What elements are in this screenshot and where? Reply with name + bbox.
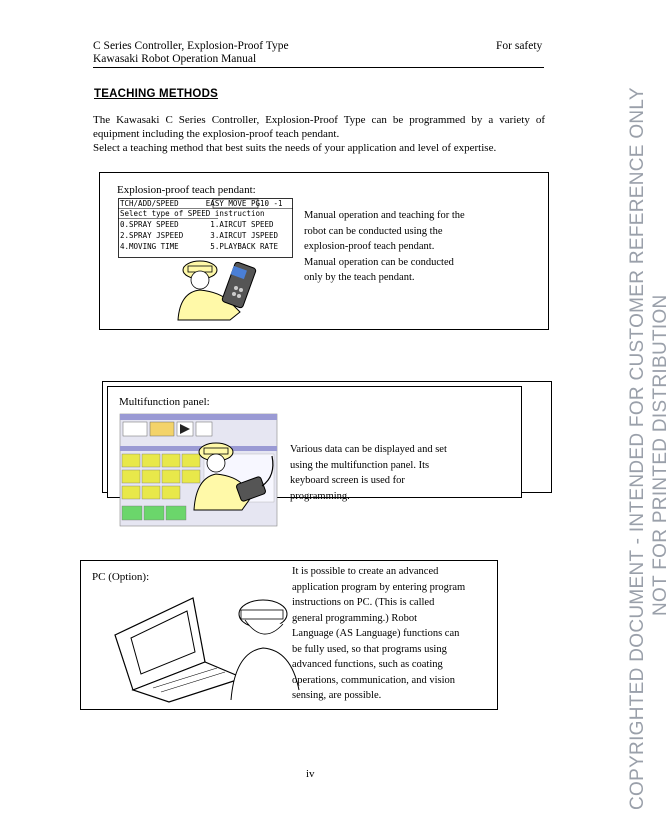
lcd-line-1: TCH/ADD/SPEED EASY MOVE PG10 -1 <box>120 199 283 208</box>
header-right: For safety <box>496 40 543 52</box>
multifunction-desc-line-3: keyboard screen is used for <box>290 475 405 486</box>
pc-user-illustration <box>113 590 303 702</box>
pc-desc-line-3: instructions on PC. (This is called <box>292 597 435 608</box>
header-title-line2: Kawasaki Robot Operation Manual <box>93 53 257 65</box>
multifunction-desc-line-4: programming. <box>290 490 350 502</box>
pendant-label: Explosion-proof teach pendant: <box>117 184 256 196</box>
pendant-desc-line-5: only by the teach pendant. <box>304 272 415 283</box>
copyright-watermark <box>626 87 671 810</box>
pc-desc-line-9: sensing, are possible. <box>292 690 382 701</box>
pc-desc-line-6: be fully used, so that programs using <box>292 643 447 655</box>
multifunction-label: Multifunction panel: <box>119 396 210 408</box>
lcd-line-2: Select type of SPEED instruction <box>120 209 265 218</box>
pendant-description <box>304 208 465 286</box>
pendant-desc-line-1: Manual operation and teaching for the <box>304 210 465 221</box>
intro-paragraph <box>93 113 545 155</box>
pc-desc-line-5: Language (AS Language) functions can <box>292 628 460 639</box>
intro-line-3: Select a teaching method that best suits the needs of your application and level of expertise. <box>93 142 497 154</box>
worker-with-panel-illustration <box>186 436 276 511</box>
multifunction-desc-line-1: Various data can be displayed and set <box>290 444 447 455</box>
lcd-line-3: 0.SPRAY SPEED 1.AIRCUT SPEED <box>120 220 274 229</box>
pendant-desc-line-3: explosion-proof teach pendant. <box>304 241 435 252</box>
pc-desc-line-4: general programming.) Robot <box>292 612 418 624</box>
pc-desc-line-1: It is possible to create an advanced <box>292 566 439 577</box>
section-title: TEACHING METHODS <box>94 88 218 100</box>
pc-description <box>292 564 465 704</box>
intro-line-2: equipment including the explosion-proof teach pendant. <box>93 128 340 140</box>
watermark-line-1: COPYRIGHTED DOCUMENT - INTENDED FOR CUSTOMER REFERENCE ONLY <box>627 87 648 810</box>
lcd-line-5: 4.MOVING TIME 5.PLAYBACK RATE <box>120 242 279 251</box>
header-rule <box>93 67 544 68</box>
multifunction-desc-line-2: using the multifunction panel. Its <box>290 459 430 471</box>
pc-desc-line-2: application program by entering program <box>292 581 466 593</box>
lcd-line-4: 2.SPRAY JSPEED 3.AIRCUT JSPEED <box>120 231 279 240</box>
multifunction-description <box>290 442 447 504</box>
pc-label: PC (Option): <box>92 571 150 583</box>
page-number: iv <box>306 768 315 780</box>
pc-desc-line-8: operations, communication, and vision <box>292 674 456 686</box>
watermark-line-2: NOT FOR PRINTED DISTRIBUTION <box>650 294 671 616</box>
pendant-desc-line-4: Manual operation can be conducted <box>304 256 454 268</box>
pc-desc-line-7: advanced functions, such as coating <box>292 659 443 670</box>
intro-line-1: The Kawasaki C Series Controller, Explosion-Proof Type can be programmed by a variety of <box>93 114 545 126</box>
pendant-desc-line-2: robot can be conducted using the <box>304 225 443 237</box>
worker-with-pendant-illustration <box>170 240 280 322</box>
header-title-line1: C Series Controller, Explosion-Proof Type <box>93 40 289 52</box>
